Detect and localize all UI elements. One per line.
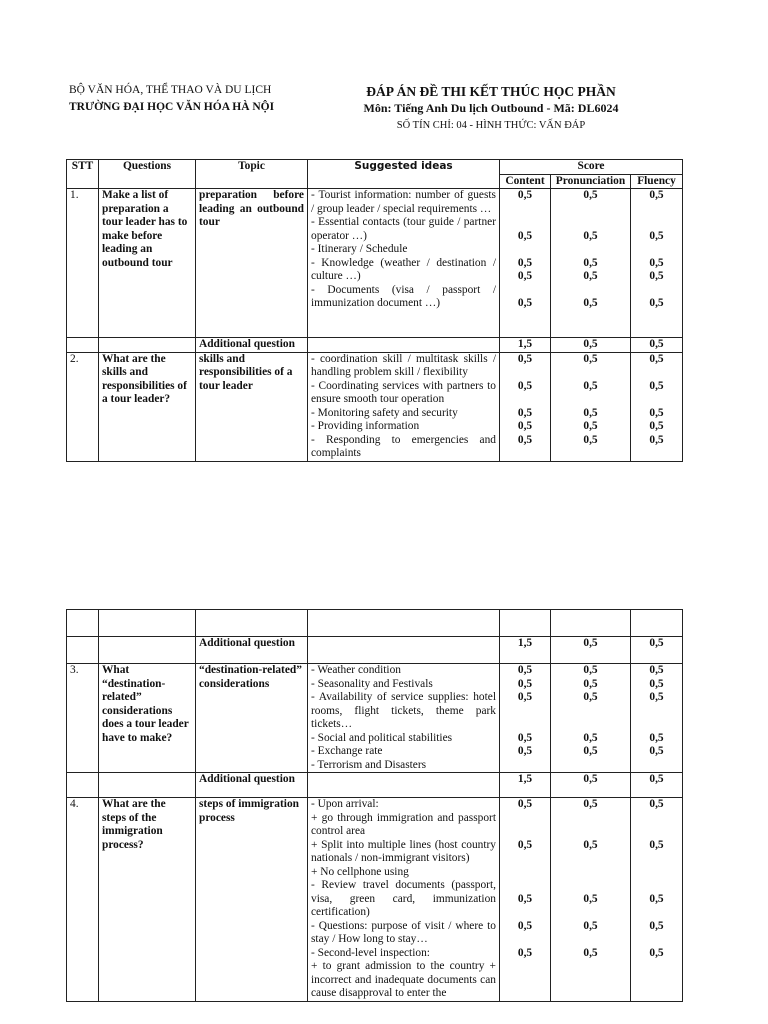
header-left: [69, 82, 274, 116]
q3-add-fluency: 0,5: [631, 773, 683, 798]
list-item: - Terrorism and Disasters: [311, 758, 427, 771]
list-item: - Weather condition: [311, 664, 401, 676]
list-item: + go through immigration and passport control area: [311, 811, 496, 837]
exam-title: ĐÁP ÁN ĐỀ THI KẾT THÚC HỌC PHẦN: [366, 84, 616, 99]
q1-fluency-scores: 0,5 0,5 0,5 0,5 0,5: [631, 189, 683, 338]
col-score: Score: [500, 160, 683, 175]
subject-line: Môn: Tiếng Anh Du lịch Outbound - Mã: DL6024: [363, 101, 619, 115]
table-row: [67, 189, 683, 338]
list-item: - coordination skill / multitask skills / handling problem skill / flexibility: [311, 352, 496, 378]
table-row-additional: [67, 338, 683, 353]
list-item: - Availability of service supplies: hotel rooms, flight tickets, theme park tickets…: [311, 691, 496, 730]
answer-table-page-1: [66, 159, 683, 462]
col-ideas: [308, 160, 500, 189]
credit-info: SỐ TÍN CHỈ: 04 - HÌNH THỨC: VẤN ĐÁP: [396, 120, 586, 131]
col-content: Content: [500, 174, 551, 189]
table-row-empty: [67, 610, 683, 637]
q1-number: 1.: [67, 189, 99, 338]
q2-number: 2.: [67, 352, 99, 461]
q3-fluency-scores: 0,5 0,5 0,5 0,5 0,5: [631, 664, 683, 773]
list-item: + Split into multiple lines (host country nationals / non-immigrant visitors): [311, 838, 496, 864]
university-name: TRƯỜNG ĐẠI HỌC VĂN HÓA HÀ NỘI: [69, 101, 275, 113]
q2-pronunciation-scores: 0,5 0,5 0,5 0,5 0,5: [551, 352, 631, 461]
q2-add-pronunciation: 0,5: [551, 637, 631, 664]
q3-additional-label: Additional question: [196, 773, 308, 798]
list-item: - Monitoring safety and security: [311, 406, 458, 419]
q2-fluency-scores: 0,5 0,5 0,5 0,5 0,5: [631, 352, 683, 461]
q4-topic: steps of immigration process: [196, 798, 308, 1002]
q2-add-fluency: 0,5: [631, 637, 683, 664]
list-item: + No cellphone using: [311, 865, 409, 878]
list-item: - Essential contacts (tour guide / partner operator …): [311, 216, 496, 242]
q3-topic: “destination-related” considerations: [196, 664, 308, 773]
q3-number: 3.: [67, 664, 99, 773]
ministry-name: BỘ VĂN HÓA, THỂ THAO VÀ DU LỊCH: [69, 84, 272, 96]
table-row: [67, 352, 683, 461]
table-row: [67, 798, 683, 1002]
q4-number: 4.: [67, 798, 99, 1002]
table-row-additional: [67, 773, 683, 798]
col-ideas-label: Suggested ideas: [354, 160, 453, 172]
list-item: - Documents (visa / passport / immunization document …): [311, 283, 496, 309]
table-row: [67, 664, 683, 773]
q3-add-content: 1,5: [500, 773, 551, 798]
q1-add-pronunciation: 0,5: [551, 338, 631, 353]
list-item: - Coordinating services with partners to ensure smooth tour operation: [311, 379, 496, 405]
q4-content-scores: 0,5 0,5 0,5 0,5 0,5: [500, 798, 551, 1002]
q1-topic: preparation before leading an outbound tour: [196, 189, 308, 338]
list-item: - Tourist information: number of guests / group leader / special requirements …: [311, 189, 496, 215]
q2-add-content: 1,5: [500, 637, 551, 664]
list-item: - Second-level inspection:: [311, 946, 430, 959]
q1-add-fluency: 0,5: [631, 338, 683, 353]
q1-additional-label: Additional question: [196, 338, 308, 353]
q2-ideas: [308, 352, 500, 461]
q1-question: Make a list of preparation a tour leader has to make before leading an outbound tour: [99, 189, 196, 338]
col-questions: Questions: [99, 160, 196, 189]
q1-ideas: [308, 189, 500, 338]
q2-topic: skills and responsibilities of a tour leader: [196, 352, 308, 461]
q3-question: What “destination-related” considerations does a tour leader have to make?: [99, 664, 196, 773]
header-right: [330, 83, 652, 134]
q3-ideas: [308, 664, 500, 773]
q4-pronunciation-scores: 0,5 0,5 0,5 0,5 0,5: [551, 798, 631, 1002]
q1-content-scores: 0,5 0,5 0,5 0,5 0,5: [500, 189, 551, 338]
q4-question: What are the steps of the immigration process?: [99, 798, 196, 1002]
list-item: - Itinerary / Schedule: [311, 243, 408, 255]
col-fluency: Fluency: [631, 174, 683, 189]
q2-additional-label: Additional question: [196, 637, 308, 664]
q4-fluency-scores: 0,5 0,5 0,5 0,5 0,5: [631, 798, 683, 1002]
col-pronunciation: Pronunciation: [551, 174, 631, 189]
list-item: - Knowledge (weather / destination / culture …): [311, 256, 496, 282]
list-item: - Exchange rate: [311, 745, 383, 757]
q3-add-pronunciation: 0,5: [551, 773, 631, 798]
list-item: - Providing information: [311, 420, 420, 432]
list-item: - Social and political stabilities: [311, 731, 453, 744]
q3-pronunciation-scores: 0,5 0,5 0,5 0,5 0,5: [551, 664, 631, 773]
answer-table-page-2: [66, 609, 683, 1002]
col-stt: STT: [67, 160, 99, 189]
list-item: - Responding to emergencies and complaints: [311, 433, 496, 459]
q4-ideas: [308, 798, 500, 1002]
list-item: - Seasonality and Festivals: [311, 677, 433, 690]
q3-content-scores: 0,5 0,5 0,5 0,5 0,5: [500, 664, 551, 773]
list-item: - Review travel documents (passport, visa, green card, immunization certification): [311, 879, 496, 918]
list-item: - Upon arrival:: [311, 798, 379, 810]
list-item: - Questions: purpose of visit / where to stay / How long to stay…: [311, 919, 496, 945]
q1-add-content: 1,5: [500, 338, 551, 353]
col-topic: Topic: [196, 160, 308, 189]
table-header-row: [67, 160, 683, 175]
list-item: + to grant admission to the country + incorrect and inadequate documents can cause disapproval to enter the: [311, 960, 496, 999]
q2-question: What are the skills and responsibilities of a tour leader?: [99, 352, 196, 461]
table-row-additional: [67, 637, 683, 664]
q1-pronunciation-scores: 0,5 0,5 0,5 0,5 0,5: [551, 189, 631, 338]
q2-content-scores: 0,5 0,5 0,5 0,5 0,5: [500, 352, 551, 461]
